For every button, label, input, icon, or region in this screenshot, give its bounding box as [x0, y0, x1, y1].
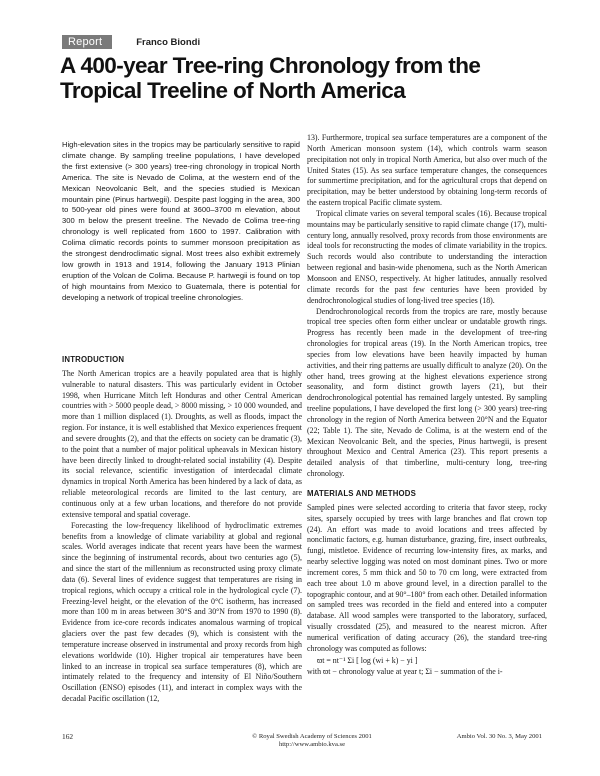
formula-note: with ϖt − chronology value at year t; Σi − summation of the i- [307, 666, 503, 676]
introduction-heading: INTRODUCTION [62, 355, 125, 364]
left-column [62, 355, 302, 705]
body-paragraph-1: 13). Furthermore, tropical sea surface temperatures are a component of the North American monsoon system (14), which controls warm season precipitation not only in tropical North America, but also over much of the United States (15). As sea surface temperature changes, the consequences for summertime precipitation, and for the agricultural crops that depend on precipitation, may be better understood by obtaining long-term records of the eastern tropical Pacific climate system. [307, 133, 547, 208]
report-header [62, 35, 200, 49]
chronology-formula: ϖt = nt⁻¹ Σi [ log (wi + k) − yi ] [317, 655, 418, 665]
title-line-2: Tropical Treeline of North America [60, 78, 406, 103]
section-label: Report [62, 35, 112, 49]
page-number: 162 [62, 732, 74, 741]
body-paragraph-3: Dendrochronological records from the tropics are rare, mostly because tropical tree species often form either unclear or undatable growth rings. Progress has recently been made in the development of tree-ring chronologies for tropical areas (19). In the North American tropics, tree species from low elevations have been heavily impacted by human activities, and their ring patterns are usually difficult to analyze (20). On the other hand, trees growing at the highest elevations experience strong seasonality, and form distinct growth layers (21), but their dendrochronological potential has remained largely untested. By sampling treeline populations, I have developed the first long (> 300 years) tree-ring chronology in the region of North America between 20°N and the Equator (22; Table 1). The site, Nevado de Colima, is at the western end of the Mexican Neovolcanic Belt, and the species, Pinus hartwegii, is present throughout Mexico and Central America (23). This report presents a detailed analysis of that timberline, multi-century long, tree-ring chronology. [307, 306, 548, 479]
author-name: Franco Biondi [136, 36, 201, 48]
intro-paragraph-1: The North American tropics are a heavily populated area that is highly vulnerable to natural disasters. This was particularly evident in October 1998, when Hurricane Mitch left Honduras and other Central American countries with > 5000 people dead, > 8000 missing, > 10 000 wounded, and more than 1 million displaced (1). Droughts, as well as floods, impact the region. For instance, it is well established that Mexico experiences frequent and severe droughts (2), and that the effects on society can be dramatic (3), to the point that a number of major political upheavals in Mexican history have been directly linked to drought-related social instability (4). Despite its social relevance, scientific investigation of interdecadal climate dynamics in tropical North America has been hindered by a lack of data, as reliable meteorological records are limited to the last century, are continuous only at a few urban locations, and therefore do not provide extensive temporal and spatial coverage. [62, 368, 302, 519]
intro-paragraph-2: Forecasting the low-frequency likelihood of hydroclimatic extremes benefits from a knowledge of climate variability at global and regional scales. World averages indicate that recent years have been the warmest since the beginning of instrumental records, about two centuries ago (5), and since the start of the millennium as reconstructed using proxy climate data (6). Several lines of evidence suggest that temperatures are rising in tropical regions, which occupy a critical role in the hydrological cycle (7). Freezing-level height, or the elevation of the 0°C isotherm, has increased more than 100 m in areas between 30°S and 30°N from 1970 to 1990 (8). Evidence from ice-core records indicates anomalous warming of tropical glaciers over the past few decades (9), which is consistent with the temperature increase observed in instrumental and proxy records from high elevations worldwide (10). Higher tropical air temperatures have been linked to an increase in tropical sea surface temperatures (8), which are intimately related to the frequency and intensity of El Niño/Southern Oscillation (ENSO) episodes (11), and interact in complex ways with the decadal Pacific oscillation (12, [62, 520, 302, 704]
copyright-url: http://www.ambio.kva.se [278, 741, 346, 748]
methods-paragraph: Sampled pines were selected according to criteria that favor steep, rocky sites, sparsely occupied by trees with large branches and flat crown top (24). An effort was made to avoid locations and trees affected by nonclimatic factors, e.g. human disturbance, grazing, fire, insect outbreaks, fungi, mistletoe. Evidence of recurring low-intensity fires, ax marks, and nearby selective logging was noted on most dominant pines. Two or more increment cores, 5 mm thick and 50 to 70 cm long, were extracted from each tree about 1.0 m above ground level, in a direction parallel to the topographic contour, and at 90°–180° from each other. Detailed information on sampled trees was recorded in the field and entered into a computer database. All wood samples were transported to the laboratory, surfaced, visually crossdated (25), and measured to the nearest micron. After numerical verification of dating accuracy (26), the standard tree-ring chronology was computed as follows: [307, 502, 547, 653]
abstract: High-elevation sites in the tropics may be particularly sensitive to rapid climate change. By sampling treeline populations, I have developed the first extensive (> 300 years) tree-ring chronology in tropical North America. The site is Nevado de Colima, at the western end of the Mexican Neovolcanic Belt, and the species studied is Mexican mountain pine (Pinus hartwegii). Despite past logging in the area, 300 to 500-year old pines were found at 3600–3700 m elevation, about 300 m below the present treeline. The Nevado de Colima tree-ring chronology is well replicated from 1600 to 1997. Calibration with Colima climatic records points to summer monsoon precipitation as the strongest dendroclimatic signal. Most trees also exhibit extremely low growth in 1913 and 1914, following the January 1913 Plinian eruption of the Volcan de Colima. Because P. hartwegii is found on top of high mountains from Mexico to Guatemala, there is potential for developing a network of tropical treeline chronologies. [62, 140, 300, 302]
right-column [307, 133, 547, 677]
title-line-1: A 400-year Tree-ring Chronology from the [60, 53, 481, 78]
copyright-line-1: © Royal Swedish Academy of Sciences 2001 [252, 733, 372, 740]
page-footer [62, 733, 542, 757]
methods-heading: MATERIALS AND METHODS [307, 489, 417, 498]
body-paragraph-2: Tropical climate varies on several temporal scales (16). Because tropical mountains may be particularly sensitive to rapid climate change (17), multi-century long, annually resolved, proxy records from those environments are ideal tools for reconstructing the modes of climate variability in the tropics. Such records would also contribute to understanding the interaction between regional and basin-wide phenomena, such as the North American Monsoon and ENSO, respectively. At higher latitudes, annually resolved climate records for the past few centuries have been provided by dendrochronological studies of long-lived tree species (18). [307, 208, 547, 305]
copyright [232, 733, 392, 749]
journal-citation: Ambio Vol. 30 No. 3, May 2001 [456, 733, 542, 740]
article-title [60, 53, 560, 103]
